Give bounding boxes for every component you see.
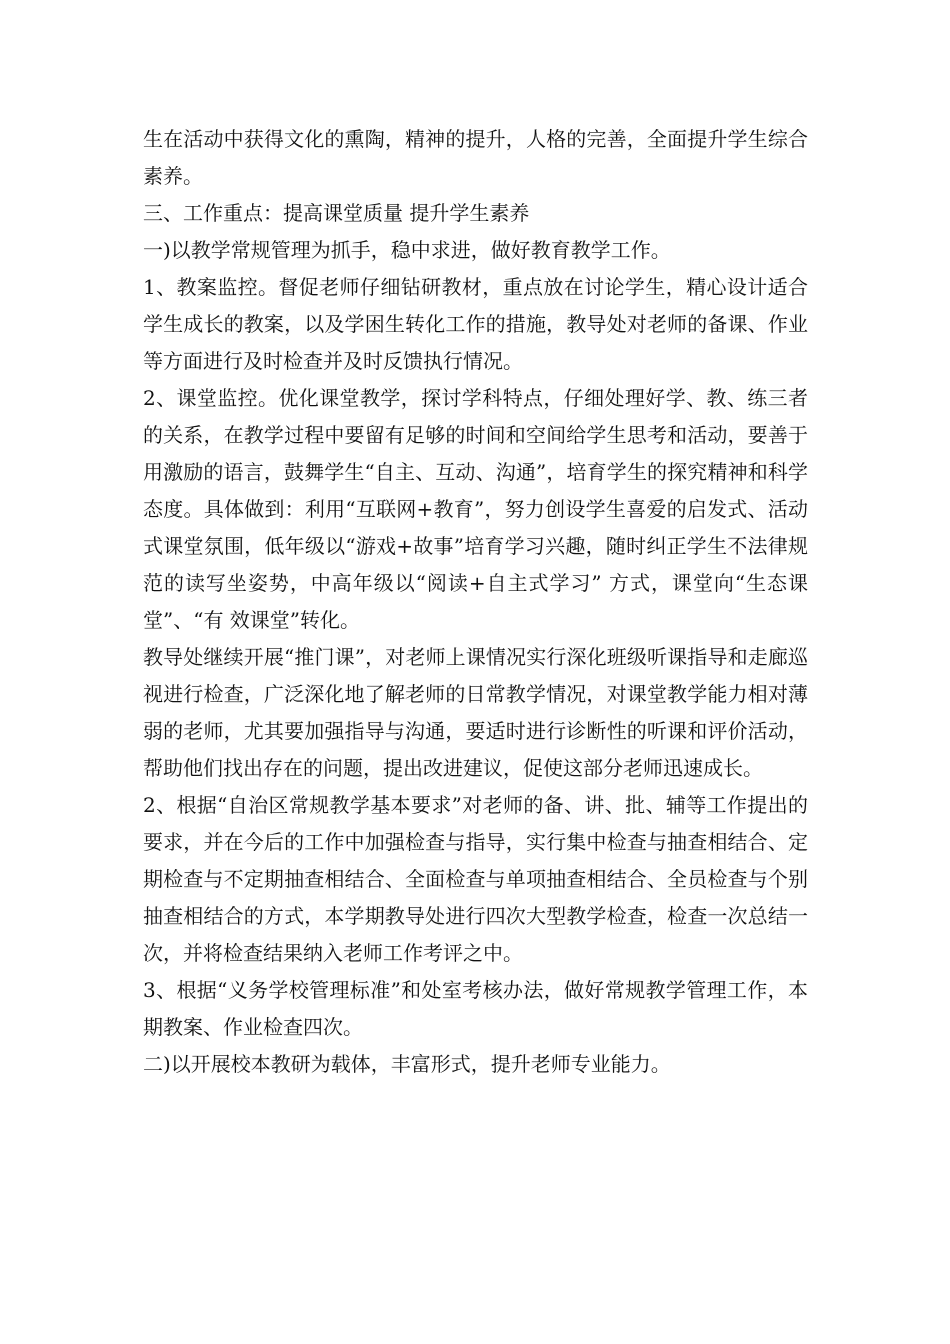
subheading-school-research: 二)以开展校本教研为载体，丰富形式，提升老师专业能力。: [143, 1052, 671, 1076]
paragraph-management-standards: 3、根据“义务学校管理标准”和处室考核办法，做好常规教学管理工作，本期教案、作业检查四次。: [143, 978, 808, 1039]
paragraph-open-door-lessons: 教导处继续开展“推门课”，对老师上课情况实行深化班级听课指导和走廊巡视进行检查，广泛深化地了解老师的日常教学情况，对课堂教学能力相对薄弱的老师，尤其要加强指导与沟通，要适时进行诊断性的听课和评价活动，帮助他们找出存在的问题，提出改进建议，促使这部分老师迅速成长。: [143, 645, 808, 780]
subheading-teaching-routine: 一)以教学常规管理为抓手，稳中求进，做好教育教学工作。: [143, 238, 671, 262]
document-body: [143, 121, 808, 1083]
paragraph-lesson-plan-monitoring: 1、教案监控。督促老师仔细钻研教材，重点放在讨论学生，精心设计适合学生成长的教案，以及学困生转化工作的措施，教导处对老师的备课、作业等方面进行及时检查并及时反馈执行情况。: [143, 275, 808, 373]
paragraph-regional-requirements: 2、根据“自治区常规教学基本要求”对老师的备、讲、批、辅等工作提出的要求，并在今后的工作中加强检查与指导，实行集中检查与抽查相结合、定期检查与不定期抽查相结合、全面检查与单项抽查相结合、全员检查与个别抽查相结合的方式，本学期教导处进行四次大型教学检查，检查一次总结一次，并将检查结果纳入老师工作考评之中。: [143, 793, 808, 965]
section-heading-work-focus: 三、工作重点：提高课堂质量 提升学生素养: [143, 201, 530, 225]
paragraph-classroom-monitoring: 2、课堂监控。优化课堂教学，探讨学科特点，仔细处理好学、教、练三者的关系，在教学过程中要留有足够的时间和空间给学生思考和活动，要善于用激励的语言，鼓舞学生“自主、互动、沟通”，培育学生的探究精神和科学态度。具体做到：利用“互联网+教育”，努力创设学生喜爱的启发式、活动式课堂氛围，低年级以“游戏+故事”培育学习兴趣，随时纠正学生不法律规范的读写坐姿势，中高年级以“阅读+自主式学习” 方式，课堂向“生态课堂”、“有 效课堂”转化。: [143, 386, 808, 632]
paragraph-intro-continuation: 生在活动中获得文化的熏陶，精神的提升，人格的完善，全面提升学生综合素养。: [143, 127, 808, 188]
